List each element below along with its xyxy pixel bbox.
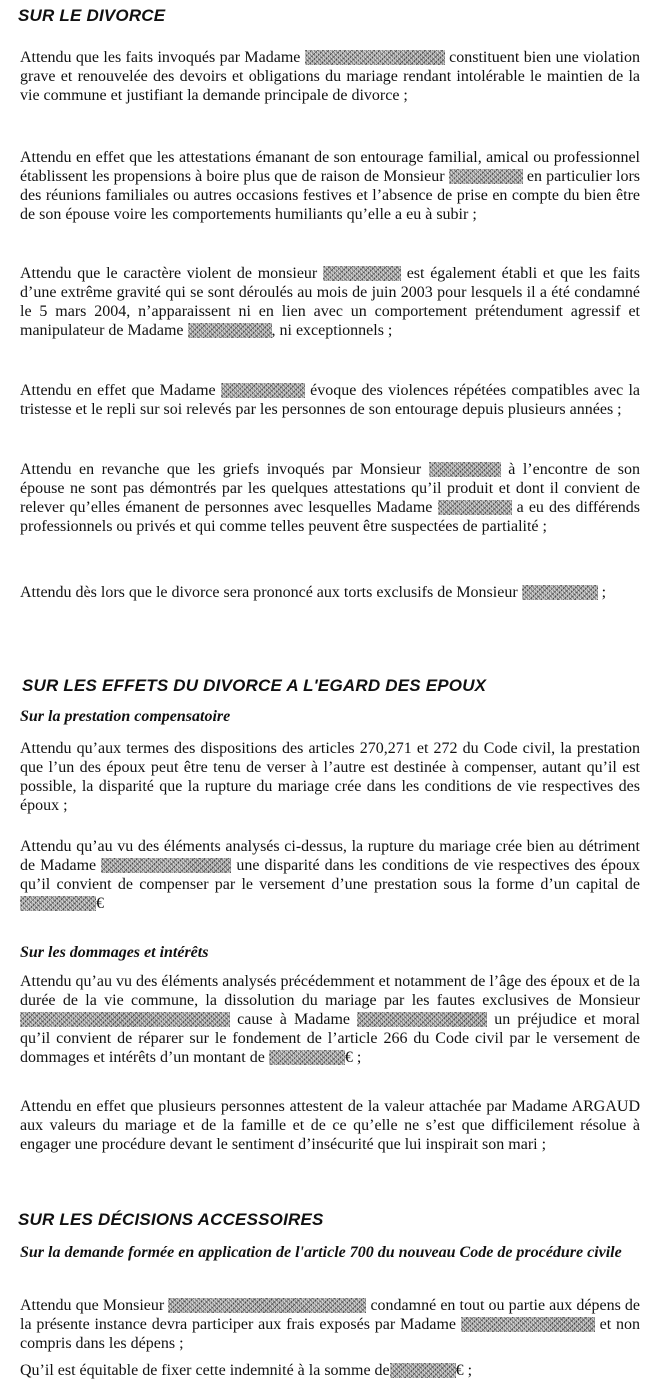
redacted-name <box>221 383 305 398</box>
paragraph-1: Attendu que les faits invoqués par Madame constituent bien une violation grave et renouvelée des devoirs et obligations du mariage rendant intolérable le maintien de la vie commune et justifiant la demande principale de divorce ; <box>20 49 640 104</box>
redacted-amount <box>269 1050 345 1065</box>
redacted-name <box>438 500 512 515</box>
paragraph-2: Attendu en effet que les attestations émanant de son entourage familial, amical ou professionnel établissent les propensions à boire plus que de raison de Monsieur en particulier lors des réunions familiales ou autres occasions festives et l’absence de prise en compte du bien être de son épouse voire les comportements humiliants qu’elle a eu à subir ; <box>20 149 641 223</box>
redacted-amount <box>390 1363 456 1378</box>
redacted-name <box>522 585 598 600</box>
redacted-name <box>101 858 231 873</box>
redacted-name <box>429 462 501 477</box>
redacted-name <box>357 1012 487 1027</box>
paragraph-7: Attendu qu’aux termes des dispositions des articles 270,271 et 272 du Code civil, la prestation que l’un des époux peut être tenu de verser à l’autre est destinée à compenser, autant qu’il est possible, la disparité que la rupture du mariage crée dans les conditions de vie respectives des époux ; <box>20 740 640 814</box>
paragraph-9: Attendu qu’au vu des éléments analysés précédemment et notamment de l’âge des époux et de la durée de la vie commune, la dissolution du mariage par les fautes exclusives de Monsieur cause à Madame un préjudice et moral qu’il convient de réparer sur le fondement de l’article 266 du Code civil par le versement de dommages et intérêts d’un montant de € ; <box>20 973 640 1066</box>
section-title-divorce: SUR LE DIVORCE <box>18 6 166 25</box>
redacted-name <box>461 1317 595 1332</box>
paragraph-12: Qu’il est équitable de fixer cette indemnité à la somme de € ; <box>20 1362 473 1379</box>
subsection-dommages: Sur les dommages et intérêts <box>20 944 209 961</box>
paragraph-3: Attendu que le caractère violent de monsieur est également établi et que les faits d’une extrême gravité qui se sont déroulés au mois de juin 2003 pour lesquels il a été condamné le 5 mars 2004, n’apparaissent ni en lien avec un comportement prétendument agressif et manipulateur de Madame , ni exceptionnels ; <box>20 265 640 339</box>
subsection-article-700: Sur la demande formée en application de l'article 700 du nouveau Code de procédure civile <box>20 1244 622 1261</box>
paragraph-5: Attendu en revanche que les griefs invoqués par Monsieur à l’encontre de son épouse ne sont pas démontrés par les quelques attestations qu’il produit et dont il convient de relever qu’elles émanent de personnes avec lesquelles Madame a eu des différends professionnels ou privés et qui comme telles peuvent être suspectées de partialité ; <box>20 461 641 535</box>
paragraph-11: Attendu que Monsieur condamné en tout ou partie aux dépens de la présente instance devra participer aux frais exposés par Madame et non compris dans les dépens ; <box>20 1297 641 1352</box>
redacted-name <box>188 323 272 338</box>
paragraph-4: Attendu en effet que Madame évoque des violences répétées compatibles avec la tristesse et le repli sur soi relevés par les personnes de son entourage depuis plusieurs années ; <box>20 382 641 418</box>
subsection-prestation: Sur la prestation compensatoire <box>20 708 231 725</box>
redacted-name <box>323 266 401 281</box>
paragraph-10: Attendu en effet que plusieurs personnes attestent de la valeur attachée par Madame ARGAUD aux valeurs du mariage et de la famille et de ce qu’elle ne s’est que difficilement résolue à engager une procédure devant le sentiment d’insécurité que lui inspirait son mari ; <box>20 1098 640 1153</box>
redacted-name <box>305 50 445 65</box>
redacted-name <box>20 1012 230 1027</box>
section-title-accessoires: SUR LES DÉCISIONS ACCESSOIRES <box>18 1210 324 1229</box>
paragraph-6: Attendu dès lors que le divorce sera prononcé aux torts exclusifs de Monsieur ; <box>20 584 607 601</box>
redacted-amount <box>20 896 96 911</box>
paragraph-8: Attendu qu’au vu des éléments analysés ci-dessus, la rupture du mariage crée bien au détriment de Madame une disparité dans les conditions de vie respectives des époux qu’il convient de compenser par le versement d’une prestation sous la forme d’un capital de € <box>20 838 641 912</box>
redacted-name <box>168 1298 366 1313</box>
section-title-effets: SUR LES EFFETS DU DIVORCE A L'EGARD DES EPOUX <box>22 676 487 695</box>
redacted-name <box>449 169 523 184</box>
